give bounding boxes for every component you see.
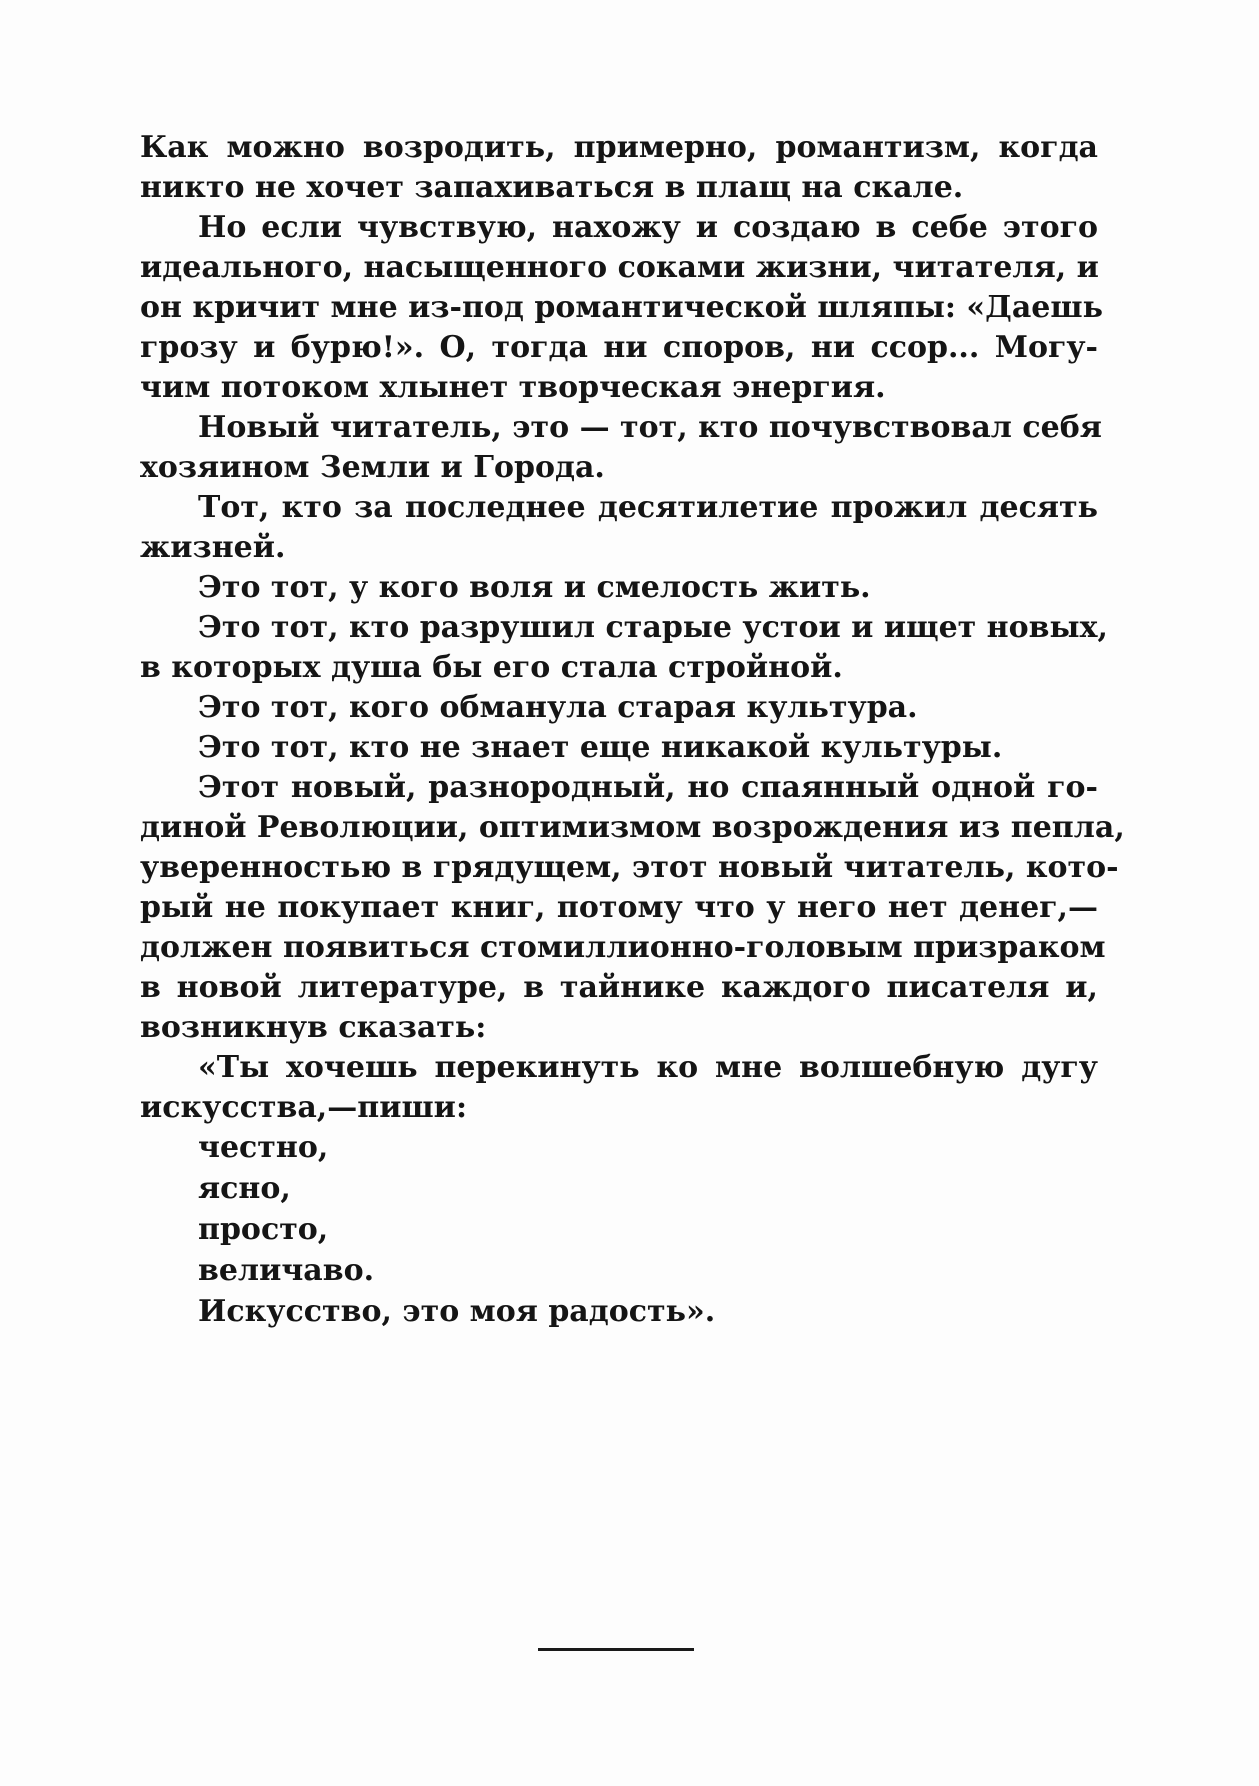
text-line: он кричит мне из-под романтической шляпы: «Даешь: [140, 290, 1103, 325]
text-line: хозяином Земли и Города.: [140, 450, 605, 485]
text-line: Но если чувствую, нахожу и создаю в себе этого: [198, 210, 1098, 245]
text-line: жизней.: [140, 530, 286, 565]
text-line: в которых душа бы его стала стройной.: [140, 650, 843, 685]
text-line: «Ты хочешь перекинуть ко мне волшебную дугу: [198, 1050, 1098, 1085]
text-line: диной Революции, оптимизмом возрождения из пепла,: [140, 810, 1125, 845]
text-line: Как можно возродить, примерно, романтизм, когда: [140, 130, 1098, 165]
verse-line: Искусство, это моя радость».: [198, 1294, 716, 1329]
page-text: [140, 128, 1125, 1333]
text-line: Это тот, кто не знает еще никакой культуры.: [198, 730, 1003, 765]
verse-line: величаво.: [198, 1253, 375, 1288]
text-line: Тот, кто за последнее десятилетие прожил десять: [198, 490, 1098, 525]
text-line: идеального, насыщенного соками жизни, читателя, и: [140, 250, 1099, 285]
text-line: Это тот, кто разрушил старые устои и ищет новых,: [198, 610, 1108, 645]
text-line: чим потоком хлынет творческая энергия.: [140, 370, 886, 405]
text-line: Это тот, у кого воля и смелость жить.: [198, 570, 871, 605]
verse-line: ясно,: [198, 1171, 291, 1206]
text-line: в новой литературе, в тайнике каждого писателя и,: [140, 970, 1098, 1005]
verse-line: просто,: [198, 1212, 329, 1247]
text-line: грозу и бурю!». О, тогда ни споров, ни ссор... Могу-: [140, 330, 1098, 365]
text-line: возникнув сказать:: [140, 1010, 487, 1045]
verse-line: честно,: [198, 1130, 329, 1165]
text-line: искусства,—пиши:: [140, 1090, 468, 1125]
section-end-rule: [538, 1648, 694, 1651]
text-line: рый не покупает книг, потому что у него нет денег,—: [140, 890, 1098, 925]
text-line: Этот новый, разнородный, но спаянный одной го-: [198, 770, 1098, 805]
text-line: никто не хочет запахиваться в плащ на скале.: [140, 170, 964, 205]
text-line: должен появиться стомиллионно-головым призраком: [140, 930, 1106, 965]
text-line: Новый читатель, это — тот, кто почувствовал себя: [198, 410, 1102, 445]
text-line: уверенностью в грядущем, этот новый читатель, кото-: [140, 850, 1119, 885]
text-line: Это тот, кого обманула старая культура.: [198, 690, 918, 725]
